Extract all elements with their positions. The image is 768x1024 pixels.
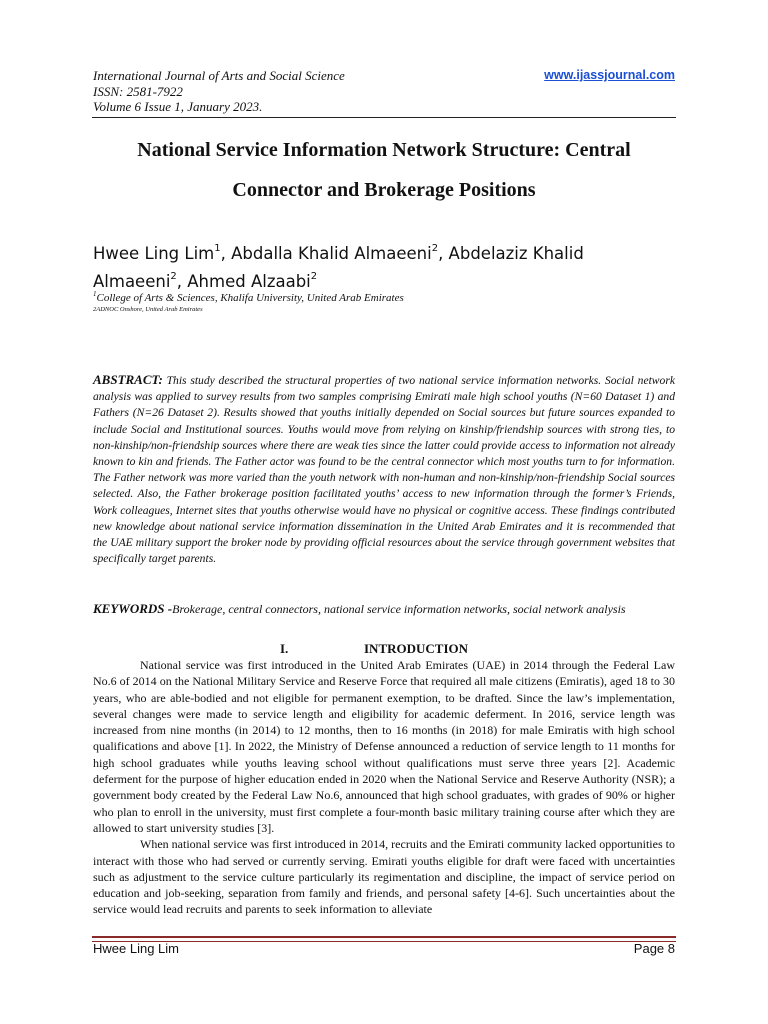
keywords (93, 601, 675, 617)
author-superscript: 2 (170, 271, 177, 282)
affiliation-text: College of Arts & Sciences, Khalifa University, United Arab Emirates (96, 292, 404, 304)
title-line-1: National Service Information Network Structure: Central (137, 139, 631, 161)
affiliation-superscript: 1 (93, 290, 97, 298)
abstract (93, 372, 675, 567)
author-superscript: 1 (214, 243, 221, 254)
journal-url-link[interactable]: www.ijassjournal.com (544, 68, 675, 82)
running-header (93, 68, 675, 115)
footer-author: Hwee Ling Lim (93, 941, 179, 956)
author-name: Hwee Ling Lim (93, 244, 215, 263)
volume-issue: Volume 6 Issue 1, January 2023. (93, 99, 263, 114)
page-footer (93, 941, 675, 956)
section-title: INTRODUCTION (364, 641, 469, 656)
author-name: , Ahmed Alzaabi (176, 272, 311, 291)
author-list (93, 240, 673, 296)
header-rule (92, 117, 676, 118)
title-line-2: Connector and Brokerage Positions (232, 179, 536, 201)
abstract-text: This study described the structural properties of two national service information networks. Social network analysis was applied to survey results from two samples comprising Emirati male high school youths (N=60 Dataset 1) and Fathers (N=26 Dataset 2). Results showed that youths initially depended on Social sources but future sources expanded to include Social and Institutional sources. Youths would move from relying on kinship/friendship sources with strong ties, to non-kinship/non-friendship sources where there are weak ties since the latter could provide access to information not already known to kin and friends. The Father actor was found to be the central connector which most youths turn to for information. The Father network was more varied than the youth network with non-human and non-kinship/non-friendship Social sources selected. Also, the Father brokerage position facilitated youths’ access to new information through the former’s Friends, Work colleagues, Internet sites that youths otherwise would have no physical or cognitive access. These findings contributed new knowledge about national service information dissemination in the United Arab Emirates and it is recommended that the UAE military support the broker node by providing official resources about the service through government websites that specifically target parents. (93, 374, 675, 566)
paper-title (80, 130, 688, 210)
affiliation-1 (93, 292, 404, 304)
issn: ISSN: 2581-7922 (93, 83, 183, 99)
author-name: , Abdalla Khalid Almaeeni (220, 244, 432, 263)
paragraph: When national service was first introduced in 2014, recruits and the Emirati community lacked opportunities to interact with those who had served or currently serving. Emirati youths eligible for draft were faced with uncertainties such as adjustment to the service culture particularly its regimentation and discipline, the impact of service period on education and job-seeking, separation from family and friends, and personal safety [4-6]. Such uncertainties about the service would lead recruits and parents to seek information to alleviate (93, 837, 675, 917)
page-number: Page 8 (633, 941, 675, 956)
keywords-label: KEYWORDS - (93, 601, 173, 616)
author-name: , Abdelaziz Khalid Almaeeni (93, 244, 584, 291)
keywords-text: Brokerage, central connectors, national service information networks, social network analysis (172, 602, 626, 616)
affiliation-2: 2ADNOC Onshore, United Arab Emirates (93, 306, 203, 313)
section-heading-introduction (280, 641, 468, 657)
author-superscript: 2 (310, 271, 318, 282)
abstract-label: ABSTRACT: (93, 372, 163, 387)
journal-name: International Journal of Arts and Social Science (93, 68, 345, 83)
section-number: I. (280, 641, 289, 656)
author-superscript: 2 (431, 243, 439, 254)
paragraph: National service was first introduced in the United Arab Emirates (UAE) in 2014 through the Federal Law No.6 of 2014 on the National Military Service and Reserve Force that required all male citizens (Emiratis), aged 18 to 30 years, who are able-bodied and not eligible for permanent exemption, to be drafted. Since the law’s implementation, several changes were made to service length and eligibility for academic deferment. In 2016, service length was increased from nine months (in 2014) to 12 months, then to 16 months (in 2018) for male Emiratis with high school qualifications and above [1]. In 2022, the Ministry of Defense announced a reduction of service length to 11 months for high school graduates while youths leaving school without qualifications must serve three years [2]. Academic deferment for the purpose of higher education ended in 2020 when the National Service and Reserve Authority (NSR); a government body created by the Federal Law No.6, announced that high school graduates, with grades of 90% or higher who plan to enroll in the university, must first complete a four-month basic military training course after which they are allowed to start university studies [3]. (93, 658, 675, 835)
introduction-body (93, 657, 675, 918)
